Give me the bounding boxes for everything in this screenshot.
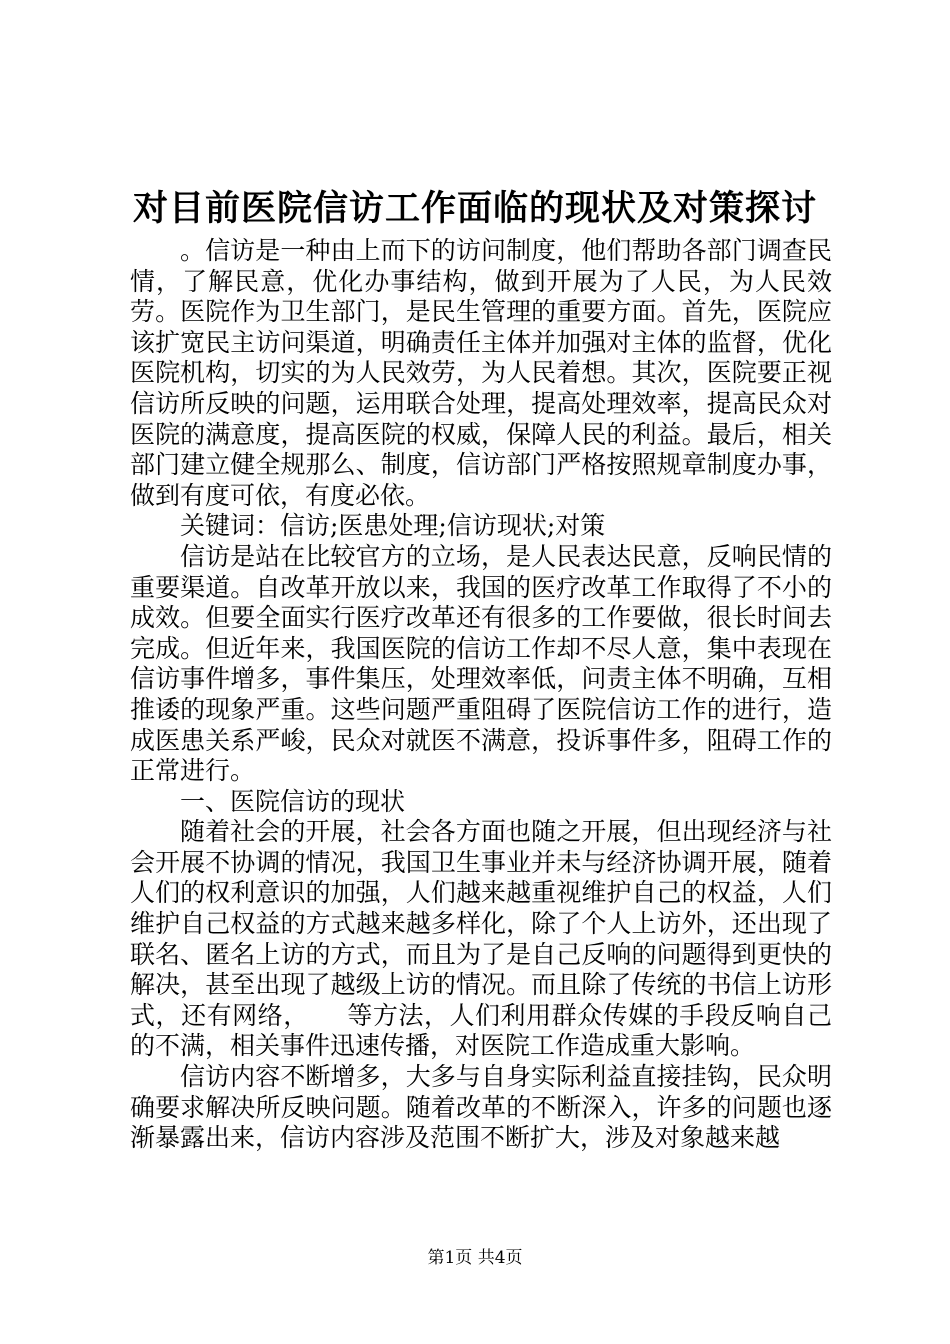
- body-paragraph: 随着社会的开展，社会各方面也随之开展，但出现经济与社会开展不协调的情况，我国卫生事业并未与经济协调开展，随着人们的权利意识的加强，人们越来越重视维护自己的权益，人们维护自己权益的方式越来越多样化，除了个人上访外，还出现了联名、匿名上访的方式，而且为了是自己反响的问题得到更快的解决，甚至出现了越级上访的情况。而且除了传统的书信上访形式，还有网络， 等方法，人们利用群众传媒的手段反响自己的不满，相关事件迅速传播，对医院工作造成重大影响。: [130, 817, 832, 1061]
- keywords-paragraph: 关键词：信访;医患处理;信访现状;对策: [180, 511, 606, 541]
- document-body: [130, 236, 832, 1154]
- document-title: 对目前医院信访工作面临的现状及对策探讨: [132, 188, 817, 229]
- section-heading: 一、医院信访的现状: [180, 786, 406, 816]
- page-number-footer: 第1页 共4页: [427, 1248, 523, 1268]
- intro-paragraph: 信访是站在比较官方的立场，是人民表达民意，反响民情的重要渠道。自改革开放以来，我国的医疗改革工作取得了不小的成效。但要全面实行医疗改革还有很多的工作要做，很长时间去完成。但近年来，我国医院的信访工作却不尽人意，集中表现在信访事件增多，事件集压，处理效率低，问责主体不明确，互相推诿的现象严重。这些问题严重阻碍了医院信访工作的进行，造成医患关系严峻，民众对就医不满意，投诉事件多，阻碍工作的正常进行。: [130, 541, 832, 786]
- abstract-paragraph: 。信访是一种由上而下的访问制度，他们帮助各部门调查民情，了解民意，优化办事结构，做到开展为了人民，为人民效劳。医院作为卫生部门，是民生管理的重要方面。首先，医院应该扩宽民主访问渠道，明确责任主体并加强对主体的监督，优化医院机构，切实的为人民效劳，为人民着想。其次，医院要正视信访所反映的问题，运用联合处理，提高处理效率，提高民众对医院的满意度，提高医院的权威，保障人民的利益。最后，相关部门建立健全规那么、制度，信访部门严格按照规章制度办事，做到有度可依，有度必依。: [130, 236, 832, 510]
- body-paragraph: 信访内容不断增多，大多与自身实际利益直接挂钩，民众明确要求解决所反映问题。随着改革的不断深入，许多的问题也逐渐暴露出来，信访内容涉及范围不断扩大，涉及对象越来越: [130, 1062, 832, 1153]
